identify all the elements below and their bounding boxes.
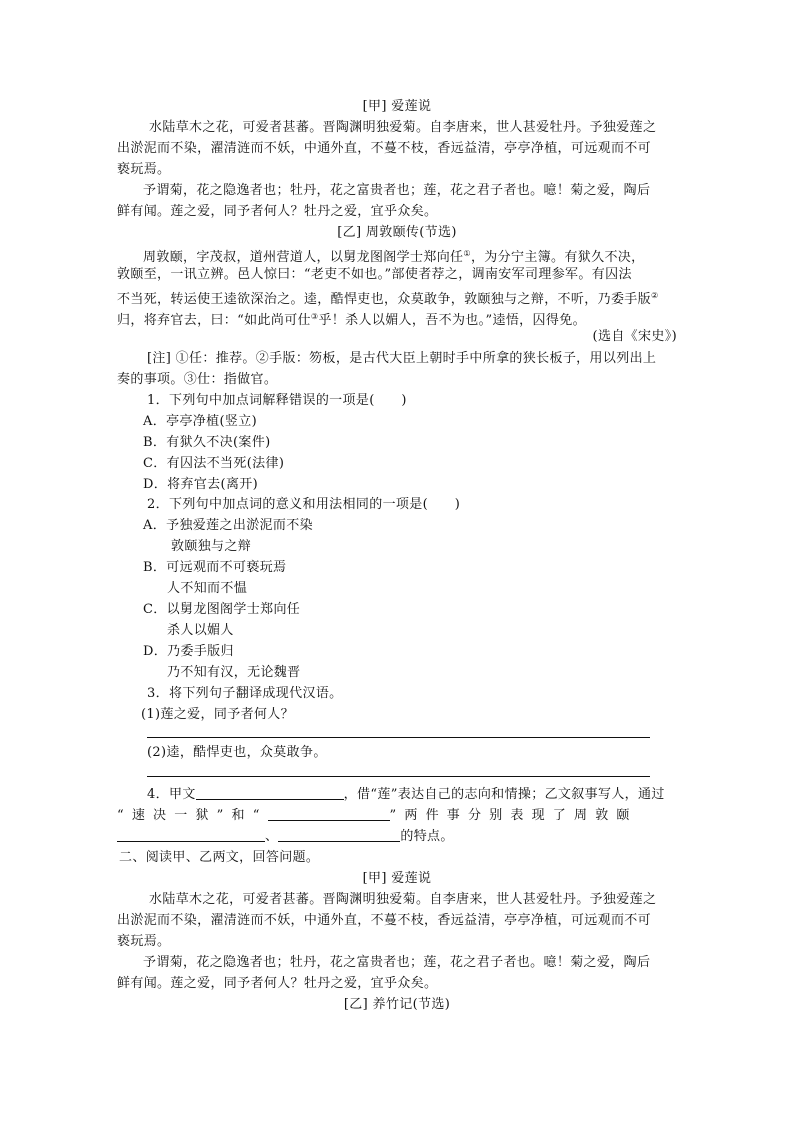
passage-a2-line: 出淤泥而不染，濯清涟而不妖，中通外直，不蔓不枝，香远益清，亭亭净植，可远观而不可 — [117, 913, 652, 928]
question-3-item: (1)莲之爱，同予者何人？ — [141, 707, 294, 722]
question-3-item: (2)逵，酷悍吏也，众莫敢争。 — [147, 745, 327, 760]
section-heading: 二、阅读甲、乙两文，回答问题。 — [119, 850, 320, 865]
passage-a-line: 亵玩焉。 — [117, 162, 171, 177]
passage-c-title: [乙] 养竹记(节选) — [343, 997, 451, 1012]
passage-a2-line: 水陆草木之花，可爱者甚蕃。晋陶渊明独爱菊。自李唐来，世人甚爱牡丹。予独爱莲之 — [149, 892, 657, 907]
passage-a-title: [甲] 爱莲说 — [362, 99, 432, 114]
fill-blank[interactable] — [278, 827, 400, 842]
passage-a2-line: 鲜有闻。莲之爱，同予者何人？牡丹之爱，宜乎众矣。 — [117, 976, 438, 991]
passage-a2-line: 亵玩焉。 — [117, 934, 171, 949]
passage-b-title: [乙] 周敦颐传(节选) — [337, 225, 457, 240]
passage-b-line: 周敦颐，字茂叔，道州营道人，以舅龙图阁学士郑向任①，为分宁主簿。有狱久不决， — [143, 249, 645, 265]
question-2-option: B．可远观而不可亵玩焉 — [143, 560, 287, 575]
fill-blank[interactable] — [196, 785, 344, 800]
question-2-option-pair: 人不知而不愠 — [167, 581, 248, 596]
passage-a-line: 鲜有闻。莲之爱，同予者何人？牡丹之爱，宜乎众矣。 — [117, 204, 438, 219]
passage-a2-title: [甲] 爱莲说 — [362, 871, 432, 886]
answer-line[interactable] — [147, 776, 650, 777]
footnote-marker: ② — [651, 291, 659, 300]
question-2-option-pair: 杀人以媚人 — [167, 623, 234, 638]
passage-b-line: 敦颐至，一讯立辨。邑人惊曰：“老吏不如也。”部使者荐之，调南安军司理参军。有囚法 — [117, 267, 632, 282]
passage-a-line: 水陆草木之花，可爱者甚蕃。晋陶渊明独爱菊。自李唐来，世人甚爱牡丹。予独爱莲之 — [149, 120, 657, 135]
question-2-option: D．乃委手版归 — [143, 644, 234, 659]
question-1-option: A．亭亭净植(竖立) — [143, 414, 258, 429]
question-2-option-pair: 乃不知有汉，无论魏晋 — [167, 665, 301, 680]
footnote-marker: ③ — [310, 312, 319, 321]
question-3-stem: 3．将下列句子翻译成现代汉语。 — [147, 686, 343, 701]
fill-blank[interactable] — [117, 827, 265, 842]
fill-blank[interactable] — [268, 806, 390, 821]
footnote-marker: ① — [463, 249, 471, 258]
question-2-option: C．以舅龙图阁学士郑向任 — [143, 602, 301, 617]
passage-a-line: 予谓菊，花之隐逸者也；牡丹，花之富贵者也；莲，花之君子者也。噫！菊之爱，陶后 — [143, 183, 651, 198]
notes-line: 奏的事项。③仕：指做官。 — [117, 372, 278, 387]
question-2-option-pair: 敦颐独与之辩 — [171, 539, 252, 554]
question-4-line: 、 的特点。 — [117, 826, 454, 847]
question-2-option: A．予独爱莲之出淤泥而不染 — [143, 518, 313, 533]
answer-line[interactable] — [147, 737, 650, 738]
question-1-option: D．将弃官去(离开) — [143, 477, 259, 492]
source-citation: (选自《宋史》) — [592, 329, 677, 344]
passage-b-line: 不当死，转运使王逵欲深治之。逵，酷悍吏也，众莫敢争，敦颐独与之辩，不听，乃委手版② — [117, 291, 659, 307]
question-4-line: 4．甲文 ，借“莲”表达自己的志向和情操；乙文叙事写人，通过 — [147, 787, 665, 802]
passage-a-line: 出淤泥而不染，濯清涟而不妖，中通外直，不蔓不枝，香远益清，亭亭净植，可远观而不可 — [117, 141, 652, 156]
question-1-stem: 1．下列句中加点词解释错误的一项是( ) — [147, 393, 407, 408]
question-4-line: “速决一狱”和“ ”两件事分别表现了周敦颐 — [117, 808, 638, 823]
question-1-option: C．有囚法不当死(法律) — [143, 456, 285, 471]
question-2-stem: 2．下列句中加点词的意义和用法相同的一项是( ) — [147, 497, 461, 512]
passage-b-line: 归，将弃官去，曰：“如此尚可仕③乎！杀人以媚人，吾不为也。”逵悟，囚得免。 — [117, 312, 586, 328]
notes-line: [注] ①任：推荐。②手版：笏板，是古代大臣上朝时手中所拿的狭长板子，用以列出上 — [147, 351, 657, 366]
passage-a2-line: 予谓菊，花之隐逸者也；牡丹，花之富贵者也；莲，花之君子者也。噫！菊之爱，陶后 — [143, 955, 651, 970]
question-1-option: B．有狱久不决(案件) — [143, 435, 271, 450]
